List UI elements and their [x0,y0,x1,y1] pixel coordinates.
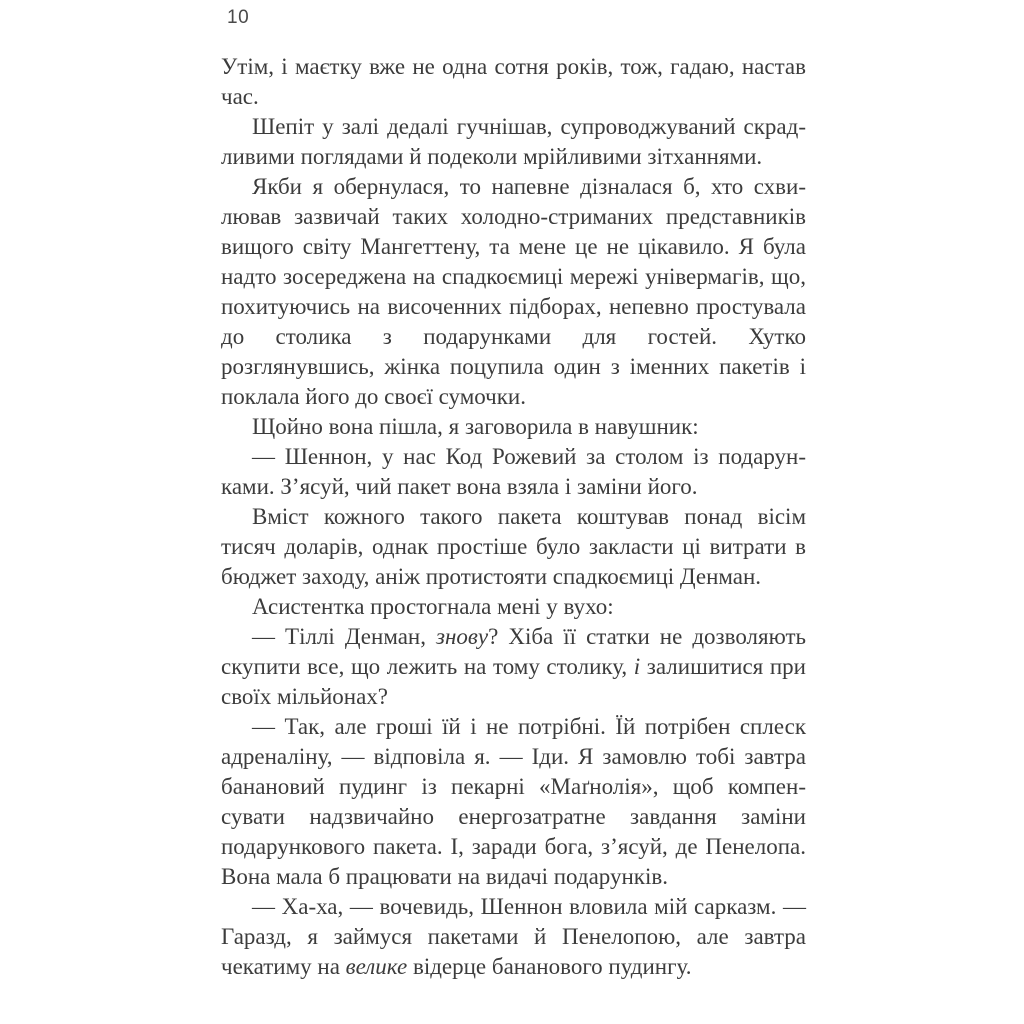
text-run: Вміст кожного такого пакета коштував понад вісім тисяч доларів, однак простіше було закласти ці витрати в бюджет заходу, аніж протистояти спадкоємиці Денман. [221,504,806,589]
page-number: 10 [227,7,250,28]
text-run: — Шеннон, у нас Код Рожевий за столом із подарунками. З’ясуй, чий пакет вона взяла і заміни його. [221,444,806,499]
text-run: Якби я обернулася, то напевне дізналася б, хто схвилював зазвичай таких холодно-стриманих представників вищого світу Мангеттену, та мене це не цікавило. Я була надто зосереджена на спадкоємиці мережі універмагів, що, похитуючись на височенних підборах, непевно простувала до столика з подарунками для гостей. Хутко розглянувшись, жінка поцупила один з іменних пакетів і поклала його до своєї сумочки. [221,174,806,409]
text-run: ? Хіба її статки не дозволяють скупити все, що лежить на тому столику, [221,624,806,679]
paragraph [221,52,806,112]
text-run-italic: і [633,654,641,679]
text-run: — Тіллі Денман, [252,624,437,649]
text-run: залишитися при своїх мільйонах? [221,654,806,709]
paragraph [221,502,806,592]
paragraph [221,172,806,412]
paragraph [221,412,806,442]
text-run: Утім, і маєтку вже не одна сотня років, тож, гадаю, настав час. [221,54,806,109]
paragraph-dialogue [221,622,806,712]
text-run-italic: велике [345,954,408,979]
paragraph [221,592,806,622]
text-run: відерце бананового пудингу. [407,954,692,979]
text-run-italic: знову [436,624,489,649]
text-run: Асистентка простогнала мені у вухо: [252,594,614,619]
text-block [221,52,806,982]
paragraph-dialogue [221,892,806,982]
text-run: — Так, але гроші їй і не потрібні. Їй потрібен сплеск адреналіну, — відповіла я. — Іди. Я замовлю тобі завтра банановий пудинг із пекарні «Маґнолія», щоб компенсувати надзвичайно енергозатратне завдання заміни подарункового пакета. І, заради бога, з’ясуй, де Пенелопа. Вона мала б працювати на видачі подарунків. [221,714,806,889]
paragraph-dialogue [221,442,806,502]
text-run: Шепіт у залі дедалі гучнішав, супроводжуваний скрадливими поглядами й подеколи мрійливими зітханнями. [221,114,806,169]
paragraph-dialogue [221,712,806,892]
text-run: Щойно вона пішла, я заговорила в навушник: [252,414,699,439]
paragraph [221,112,806,172]
text-run: — Ха-ха, — вочевидь, Шеннон вловила мій сарказм. — Гаразд, я займуся пакетами й Пенелопою, але завтра чекатиму на [221,894,806,979]
